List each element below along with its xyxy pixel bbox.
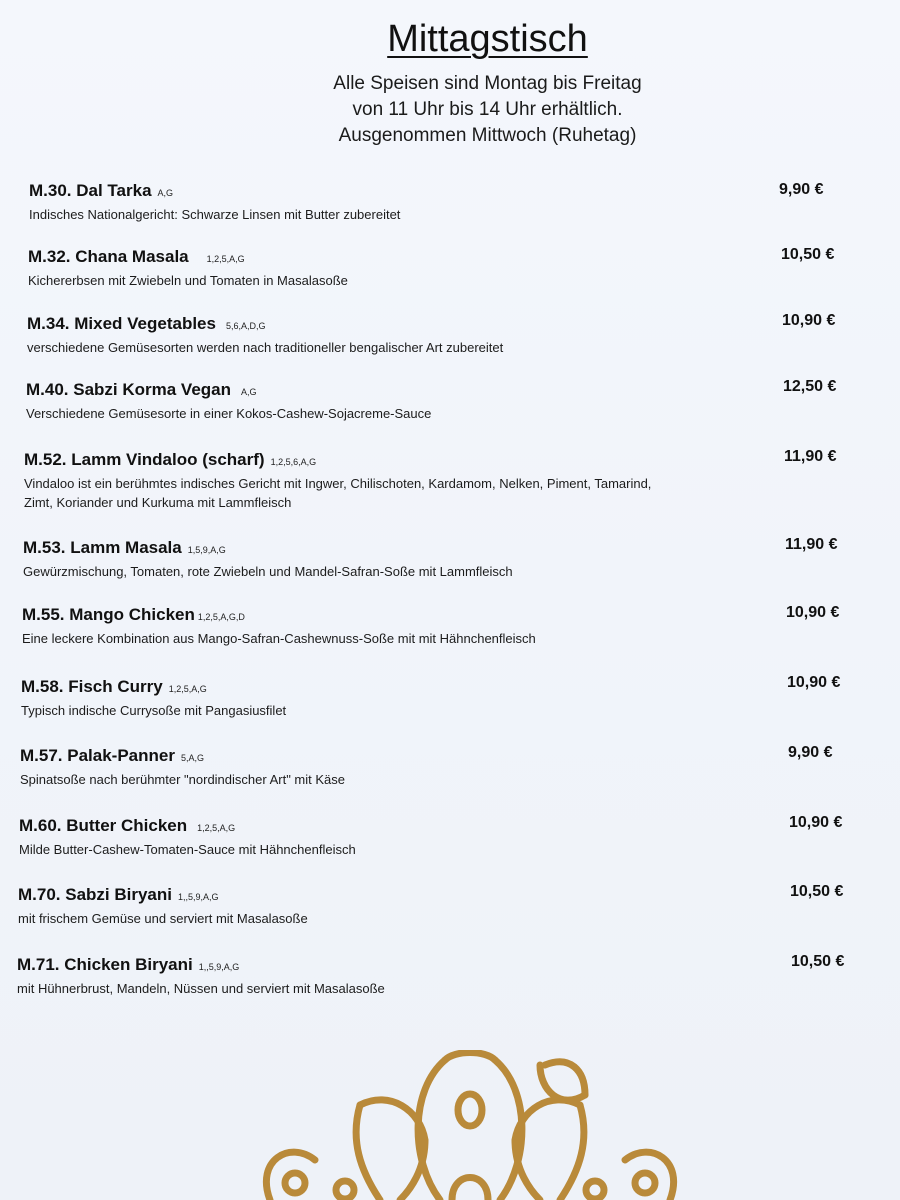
menu-item-name: M.60. Butter Chicken xyxy=(19,816,188,835)
menu-item-allergens: 5,6,A,D,G xyxy=(225,321,266,331)
menu-item-price: 11,90 € xyxy=(785,536,838,553)
menu-item-allergens: 1,2,5,6,A,G xyxy=(270,457,317,467)
menu-item-allergens: 1,2,5,A,G,D xyxy=(197,612,245,622)
menu-item xyxy=(29,181,689,224)
menu-item-allergens: A,G xyxy=(241,387,257,397)
menu-item-description: verschiedene Gemüsesorten werden nach traditioneller bengalischer Art zubereitet xyxy=(27,340,504,355)
menu-item xyxy=(27,314,687,357)
menu-item-allergens: 1,5,9,A,G xyxy=(187,545,226,555)
menu-item-description: mit frischem Gemüse und serviert mit Masalasoße xyxy=(18,911,308,926)
menu-item-description: Typisch indische Currysoße mit Pangasiusfilet xyxy=(21,703,287,718)
menu-item-name: M.30. Dal Tarka xyxy=(29,181,152,200)
menu-item-price: 10,90 € xyxy=(787,674,841,691)
menu-item-allergens: 1,2,5,A,G xyxy=(168,684,207,694)
menu-item-description: Vindaloo ist ein berühmtes indisches Gericht mit Ingwer, Chilischoten, Kardamom, Nelken, Piment, Tamarind, Zimt, Koriander und Kurkuma mit Lammfleisch xyxy=(24,476,652,510)
menu-item-name: M.53. Lamm Masala xyxy=(23,538,182,557)
menu-item xyxy=(22,605,682,648)
menu-item-price: 11,90 € xyxy=(784,448,837,465)
menu-item xyxy=(20,746,680,789)
opening-hours-line: von 11 Uhr bis 14 Uhr erhältlich. xyxy=(352,99,623,120)
menu-item-allergens: 1,2,5,A,G xyxy=(206,254,245,264)
menu-item xyxy=(21,677,681,720)
menu-item xyxy=(24,450,664,512)
menu-item-allergens: 1,2,5,A,G xyxy=(197,823,236,833)
menu-item-name: M.40. Sabzi Korma Vegan xyxy=(26,380,232,399)
menu-item-price: 10,90 € xyxy=(782,312,836,329)
menu-item-name: M.58. Fisch Curry xyxy=(21,677,163,696)
menu-item xyxy=(23,538,683,581)
menu-item xyxy=(17,955,677,998)
menu-item-description: Verschiedene Gemüsesorte in einer Kokos-Cashew-Sojacreme-Sauce xyxy=(26,406,432,421)
menu-item-price: 10,50 € xyxy=(781,246,835,263)
menu-item xyxy=(28,247,688,290)
menu-item-price: 10,50 € xyxy=(790,883,844,900)
menu-item-name: M.34. Mixed Vegetables xyxy=(27,314,216,333)
menu-item-description: Kichererbsen mit Zwiebeln und Tomaten in Masalasoße xyxy=(28,273,348,288)
menu-item-name: M.71. Chicken Biryani xyxy=(17,955,193,974)
menu-item-description: Milde Butter-Cashew-Tomaten-Sauce mit Hähnchenfleisch xyxy=(19,842,356,857)
menu-item-name: M.57. Palak-Panner xyxy=(20,746,175,765)
menu-item-description: Spinatsoße nach berühmter "nordindischer Art" mit Käse xyxy=(20,772,345,787)
menu-item-price: 12,50 € xyxy=(783,378,837,395)
menu-item-allergens: 1,,5,9,A,G xyxy=(198,962,240,972)
menu-item-price: 9,90 € xyxy=(779,181,824,198)
opening-hours-line: Ausgenommen Mittwoch (Ruhetag) xyxy=(338,125,637,146)
menu-item-name: M.52. Lamm Vindaloo (scharf) xyxy=(24,450,265,469)
menu-item-name: M.55. Mango Chicken xyxy=(22,605,195,624)
page-title: Mittagstisch xyxy=(387,18,588,60)
menu-item-description: mit Hühnerbrust, Mandeln, Nüssen und serviert mit Masalasoße xyxy=(17,981,385,996)
menu-item-description: Gewürzmischung, Tomaten, rote Zwiebeln und Mandel-Safran-Soße mit Lammfleisch xyxy=(23,564,513,579)
menu-item-description: Indisches Nationalgericht: Schwarze Linsen mit Butter zubereitet xyxy=(29,207,401,222)
menu-item-name: M.70. Sabzi Biryani xyxy=(18,885,172,904)
menu-item-allergens: 5,A,G xyxy=(180,753,204,763)
menu-item-price: 9,90 € xyxy=(788,744,833,761)
menu-item-description: Eine leckere Kombination aus Mango-Safran-Cashewnuss-Soße mit mit Hähnchenfleisch xyxy=(22,631,536,646)
menu-item xyxy=(19,816,679,859)
menu-item xyxy=(18,885,678,928)
lotus-ornament-icon xyxy=(240,1050,700,1200)
menu-item-allergens: 1,,5,9,A,G xyxy=(178,892,219,902)
menu-item-price: 10,90 € xyxy=(789,814,843,831)
opening-hours-line: Alle Speisen sind Montag bis Freitag xyxy=(333,73,642,94)
menu-item-price: 10,50 € xyxy=(791,953,845,970)
menu-item-name: M.32. Chana Masala xyxy=(28,247,189,266)
menu-item-price: 10,90 € xyxy=(786,604,840,621)
menu-item xyxy=(26,380,686,423)
menu-item-allergens: A,G xyxy=(157,188,174,198)
